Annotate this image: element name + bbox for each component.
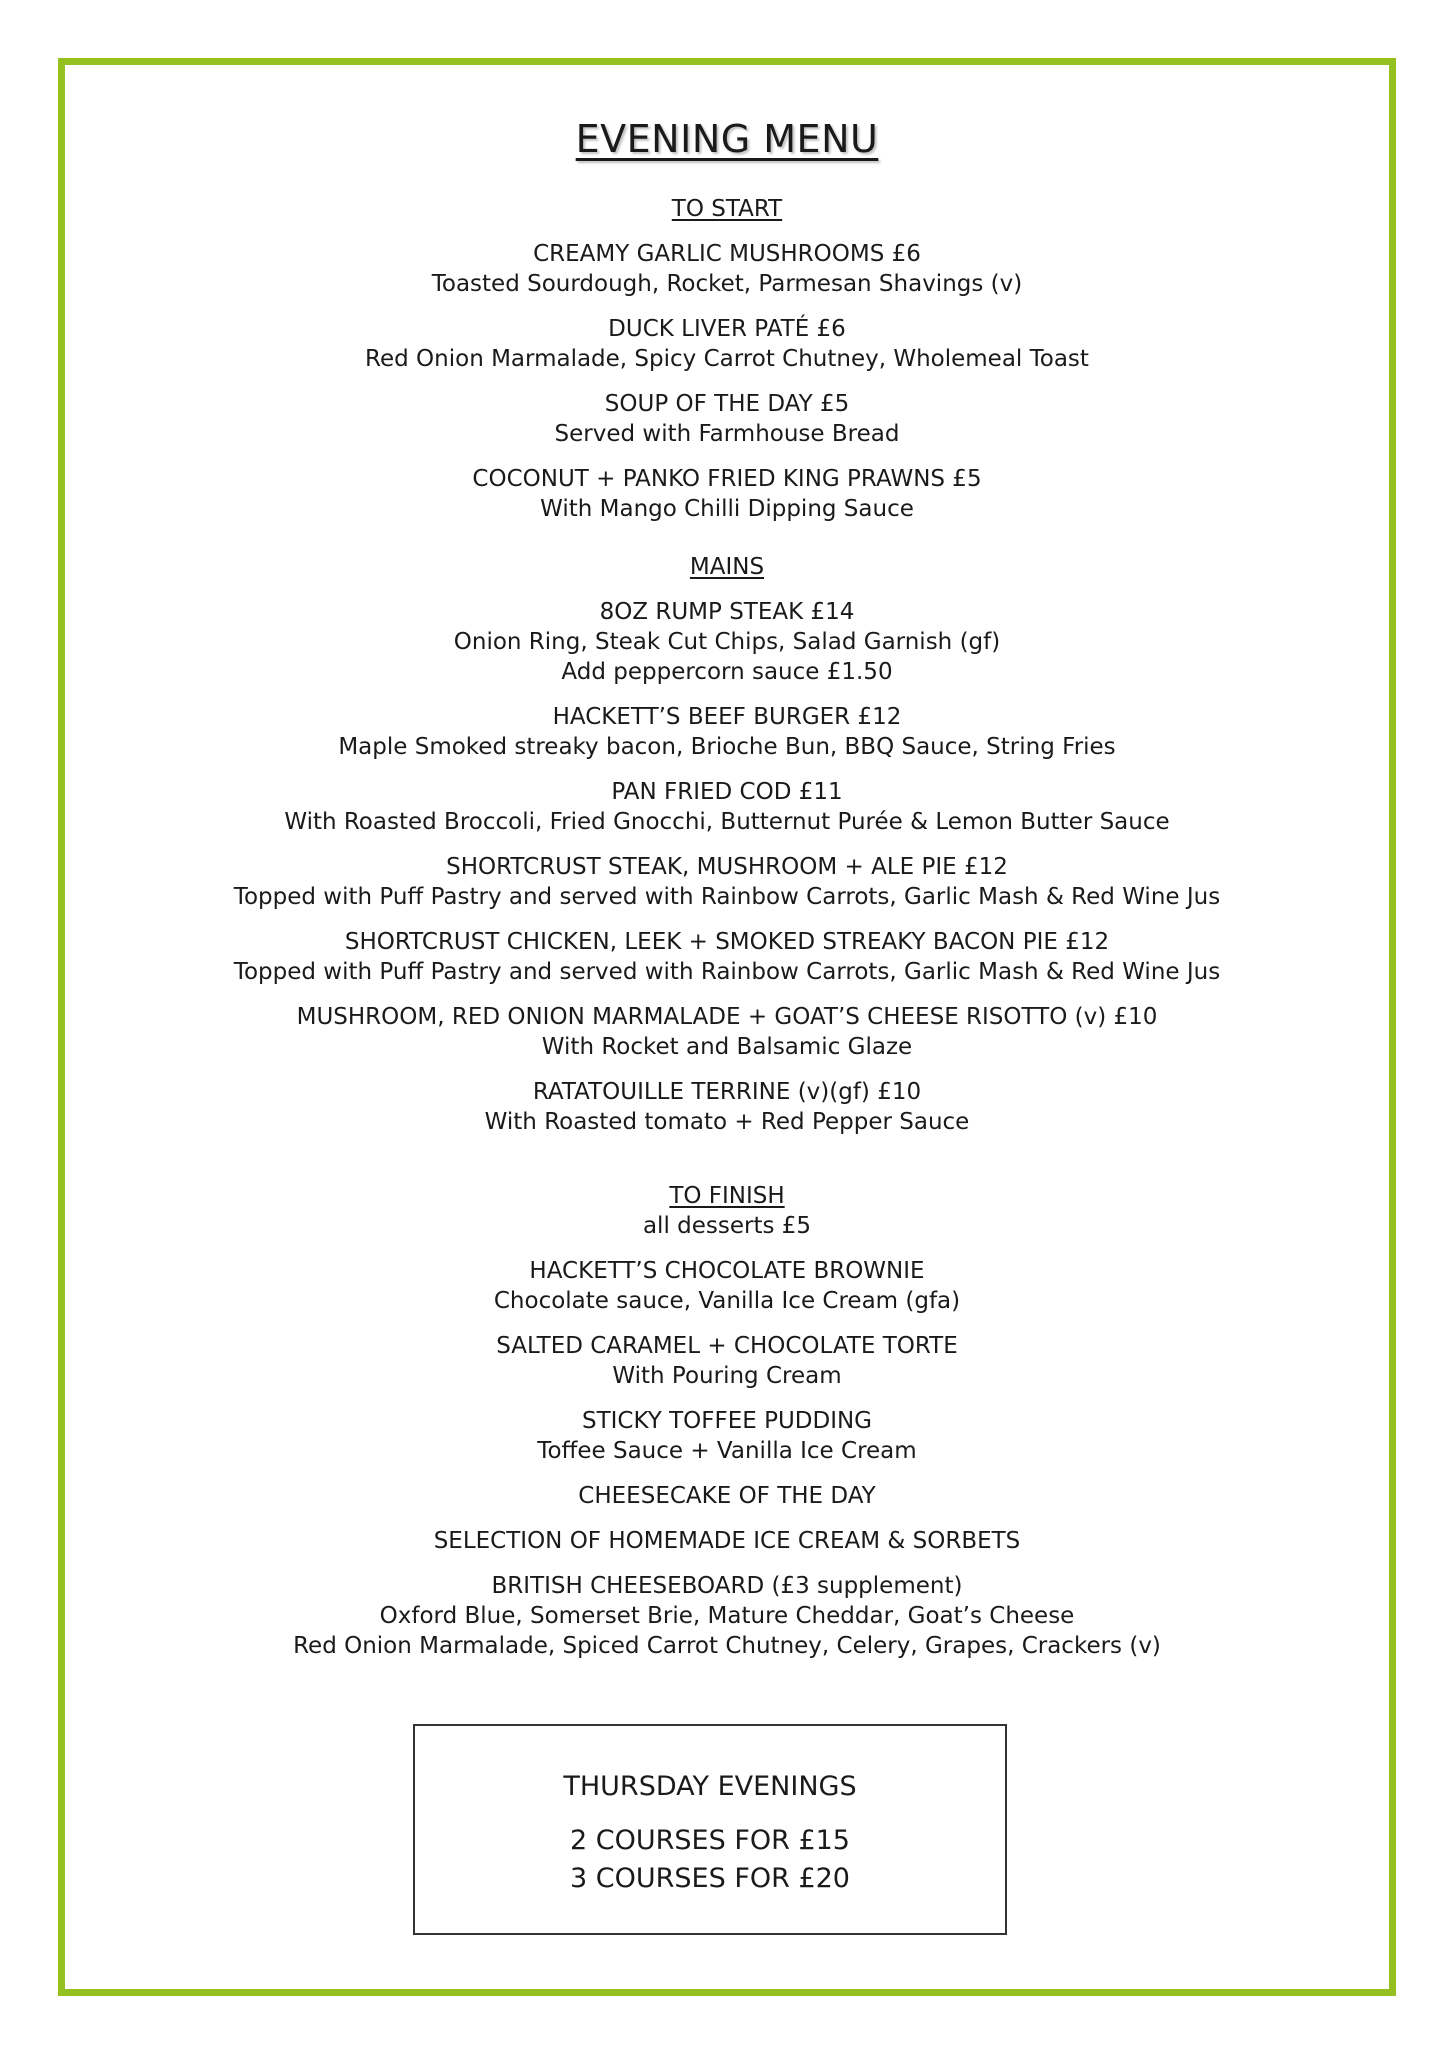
section-heading-to-finish: TO FINISH bbox=[669, 1183, 785, 1209]
menu-item bbox=[58, 1526, 1396, 1556]
menu-item bbox=[58, 1256, 1396, 1316]
section-heading-mains: MAINS bbox=[689, 554, 765, 580]
menu-item-name: SHORTCRUST STEAK, MUSHROOM + ALE PIE £12 bbox=[446, 854, 1008, 880]
offer-title: THURSDAY EVENINGS bbox=[563, 1771, 857, 1802]
menu-content bbox=[58, 58, 1396, 1661]
offer-lines bbox=[415, 1822, 1005, 1898]
menu-item-name: SOUP OF THE DAY £5 bbox=[604, 391, 850, 417]
menu-item-description: Toffee Sauce + Vanilla Ice Cream bbox=[537, 1438, 917, 1464]
menu-item-description: Onion Ring, Steak Cut Chips, Salad Garnish (gf) bbox=[453, 629, 1001, 655]
menu-item-name: STICKY TOFFEE PUDDING bbox=[581, 1408, 873, 1434]
menu-item bbox=[58, 389, 1396, 449]
menu-item bbox=[58, 1331, 1396, 1391]
menu-item-description: With Mango Chilli Dipping Sauce bbox=[540, 496, 914, 522]
menu-item-name: PAN FRIED COD £11 bbox=[611, 779, 843, 805]
menu-item-name: COCONUT + PANKO FRIED KING PRAWNS £5 bbox=[472, 466, 982, 492]
menu-item-name: DUCK LIVER PATÉ £6 bbox=[608, 316, 846, 342]
offer-line: 3 COURSES FOR £20 bbox=[570, 1863, 850, 1894]
menu-item-description: Served with Farmhouse Bread bbox=[554, 421, 900, 447]
menu-item-description: Red Onion Marmalade, Spiced Carrot Chutney, Celery, Grapes, Crackers (v) bbox=[293, 1633, 1161, 1659]
menu-item bbox=[58, 1002, 1396, 1062]
menu-item bbox=[58, 1571, 1396, 1661]
section-heading-to-start: TO START bbox=[671, 196, 783, 222]
menu-item-description: Red Onion Marmalade, Spicy Carrot Chutney, Wholemeal Toast bbox=[365, 346, 1089, 372]
menu-item-description: Chocolate sauce, Vanilla Ice Cream (gfa) bbox=[493, 1288, 961, 1314]
menu-item-name: RATATOUILLE TERRINE (v)(gf) £10 bbox=[532, 1079, 922, 1105]
menu-item-description: Topped with Puff Pastry and served with Rainbow Carrots, Garlic Mash & Red Wine Jus bbox=[233, 884, 1221, 910]
menu-item bbox=[58, 852, 1396, 912]
menu-item-name: HACKETT’S BEEF BURGER £12 bbox=[552, 704, 902, 730]
menu-item-description: Topped with Puff Pastry and served with Rainbow Carrots, Garlic Mash & Red Wine Jus bbox=[233, 959, 1221, 985]
menu-item bbox=[58, 597, 1396, 687]
desserts-price-note: all desserts £5 bbox=[642, 1213, 812, 1239]
section-to-start bbox=[58, 239, 1396, 524]
menu-item-name: CHEESECAKE OF THE DAY bbox=[578, 1483, 876, 1509]
menu-item-description: Oxford Blue, Somerset Brie, Mature Cheddar, Goat’s Cheese bbox=[379, 1603, 1075, 1629]
menu-item-name: SHORTCRUST CHICKEN, LEEK + SMOKED STREAKY BACON PIE £12 bbox=[344, 929, 1110, 955]
menu-item-name: CREAMY GARLIC MUSHROOMS £6 bbox=[533, 241, 921, 267]
section-mains bbox=[58, 597, 1396, 1137]
menu-item-name: 8OZ RUMP STEAK £14 bbox=[599, 599, 855, 625]
menu-item-description: With Pouring Cream bbox=[612, 1363, 842, 1389]
menu-item bbox=[58, 777, 1396, 837]
menu-item-description: With Roasted tomato + Red Pepper Sauce bbox=[484, 1109, 970, 1135]
menu-item bbox=[58, 702, 1396, 762]
offer-line: 2 COURSES FOR £15 bbox=[570, 1825, 850, 1856]
menu-item bbox=[58, 927, 1396, 987]
menu-item-description: Toasted Sourdough, Rocket, Parmesan Shavings (v) bbox=[431, 271, 1023, 297]
menu-item-name: SELECTION OF HOMEMADE ICE CREAM & SORBETS bbox=[433, 1528, 1021, 1554]
thursday-offer-box bbox=[413, 1724, 1007, 1935]
menu-item-name: SALTED CARAMEL + CHOCOLATE TORTE bbox=[496, 1333, 958, 1359]
menu-item-description: With Rocket and Balsamic Glaze bbox=[541, 1034, 913, 1060]
menu-item-description: Add peppercorn sauce £1.50 bbox=[561, 659, 893, 685]
menu-item bbox=[58, 239, 1396, 299]
menu-item-description: With Roasted Broccoli, Fried Gnocchi, Butternut Purée & Lemon Butter Sauce bbox=[284, 809, 1170, 835]
menu-item bbox=[58, 1481, 1396, 1511]
menu-item-name: MUSHROOM, RED ONION MARMALADE + GOAT’S CHEESE RISOTTO (v) £10 bbox=[296, 1004, 1158, 1030]
section-to-finish bbox=[58, 1256, 1396, 1661]
menu-item bbox=[58, 464, 1396, 524]
menu-item-name: BRITISH CHEESEBOARD (£3 supplement) bbox=[491, 1573, 963, 1599]
menu-item bbox=[58, 1406, 1396, 1466]
menu-item-name: HACKETT’S CHOCOLATE BROWNIE bbox=[529, 1258, 925, 1284]
menu-item bbox=[58, 314, 1396, 374]
menu-item-description: Maple Smoked streaky bacon, Brioche Bun, BBQ Sauce, String Fries bbox=[338, 734, 1116, 760]
menu-title: EVENING MENU bbox=[575, 117, 879, 161]
menu-item bbox=[58, 1077, 1396, 1137]
